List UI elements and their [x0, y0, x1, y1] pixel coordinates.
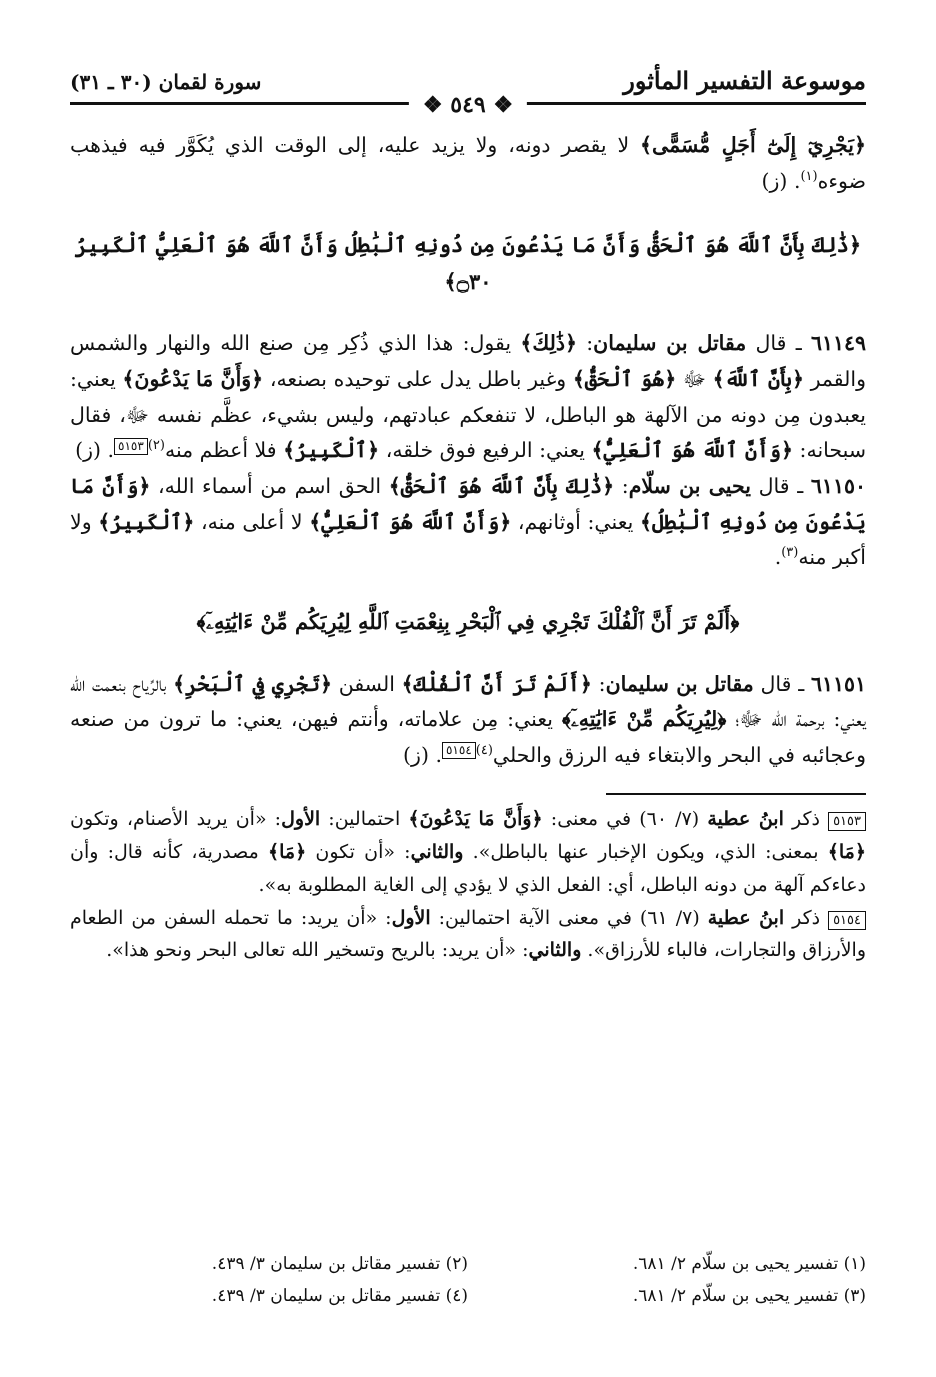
text: : «أن يريد الأصنام، وتكون — [70, 807, 282, 830]
note-5154 — [70, 902, 866, 968]
quran-quote: ﴿لِيُرِيَكُم مِّنْ ءَايَٰتِهِۦٓ﴾ — [561, 707, 727, 732]
opening-paragraph — [70, 128, 866, 199]
quran-quote: ﴿ذَٰلِكَ بِأَنَّ ٱللَّهَ هُوَ ٱلْحَقُّ﴾ — [388, 474, 615, 498]
quran-quote: ﴿ٱلْكَبِيرُ﴾ — [283, 438, 380, 463]
text: ﷻ — [676, 367, 713, 392]
note-reference-box[interactable]: ٥١٥٤ — [442, 742, 476, 759]
scholar-name: ابنُ عطية — [707, 906, 785, 929]
text: يعني: أوثانهم، — [511, 509, 640, 534]
text: يعني: يعبدون مِن دونه من الآلهة هو الباطل، لا تنفعكم عبادتهم، وليس بشيء، عظَّم نفسه ﷻ، فقال سبحانه: — [70, 367, 866, 463]
narration-number: ٦١١٤٩ — [810, 331, 866, 356]
text: لا أعلى منه، — [194, 509, 310, 534]
note-id-box: ٥١٥٤ — [828, 911, 866, 930]
ornament-icon: ❖ — [493, 92, 514, 118]
text: ذكر — [783, 807, 829, 830]
reference-3: (٣) تفسير يحيى بن سلّام ٢/ ٦٨١. — [632, 1286, 866, 1307]
text: احتمالين: — [320, 807, 409, 830]
option-label: الأول — [391, 906, 431, 929]
text: ـ قال — [746, 331, 811, 356]
narrator-name: يحيى بن سلّام — [628, 474, 751, 498]
text: . (ز) — [75, 438, 115, 463]
footnote-marker: (٤) — [475, 742, 493, 758]
text: : — [591, 671, 606, 696]
text: ذكر — [784, 906, 829, 929]
ornament-icon: ❖ — [422, 92, 443, 118]
quran-quote: ﴿بِأَنَّ ٱللَّهَ﴾ — [712, 367, 804, 392]
text: : — [614, 474, 629, 498]
footnote-marker: (٢) — [147, 438, 165, 454]
text: يقول: هذا الذي ذُكِر مِن صنع الله والنهار والشمس والقمر — [70, 331, 866, 392]
quran-quote: ﴿مَا﴾ — [267, 840, 307, 863]
narrator-name: مقاتل بن سليمان — [605, 671, 754, 696]
text: لا يقصر دونه، ولا يزيد عليه، إلى الوقت الذي يُكَوَّر فيه فيذهب ضوءه — [70, 133, 866, 193]
quran-quote: ﴿أَلَمْ تَرَ أَنَّ ٱلْفُلْكَ﴾ — [401, 671, 592, 696]
page-number-text: ٥٤٩ — [450, 92, 486, 118]
text: . — [774, 545, 782, 570]
text: : «أن يريد: ما تحمله السفن من الطعام والأرزاق والتجارات، فالباء للأرزاق». — [70, 906, 866, 962]
reference-1: (١) تفسير يحيى بن سلّام ٢/ ٦٨١. — [632, 1254, 866, 1274]
text: . (ز) — [403, 742, 442, 767]
narration-number: ٦١١٥١ — [810, 671, 867, 696]
main-text — [70, 128, 866, 967]
text: بالرِّياح بنعمت الله يعني: برحمة الله ﷻ؛ — [70, 671, 866, 732]
note-5153 — [70, 803, 866, 902]
quran-quote: ﴿وَأَنَّ مَا يَدْعُونَ﴾ — [122, 367, 264, 392]
text: ـ قال — [750, 474, 811, 498]
text: : «أن تكون — [306, 840, 411, 863]
text: مصدرية، كأنه قال: وأن دعاءكم آلهة من دونه الباطل، أي: الفعل الذي لا يؤدي إلى الغاية المطلوبة به». — [70, 840, 866, 896]
quran-quote: ﴿يَجْرِيٓ إِلَىٰٓ أَجَلٍ مُّسَمًّى﴾ — [640, 133, 866, 157]
text: فلا أعظم منه — [164, 438, 284, 463]
narrator-name: مقاتل بن سليمان — [593, 331, 747, 356]
text: ولا أكبر منه — [70, 509, 866, 570]
quran-quote: ﴿هُوَ ٱلْحَقُّ﴾ — [572, 367, 677, 392]
text: يعني: مِن علاماته، وأنتم فيهن، يعني: ما ترون من صنعه وعجائبه في البحر والابتغاء فيه الرزق والحلي — [70, 707, 866, 767]
text: (٧/ ٦١) في معنى الآية احتمالين: — [430, 906, 708, 929]
footnote-marker: (٣) — [781, 545, 799, 561]
footnote-marker: (١) — [800, 168, 818, 184]
text: : — [577, 331, 594, 356]
text: بمعنى: الذي، ويكون الإخبار عنها بالباطل». — [463, 840, 828, 863]
quran-quote: ﴿وَأَنَّ مَا يَدْعُونَ مِن دُونِهِ ٱلْبَٰطِلُ﴾ — [70, 474, 866, 534]
text: (٧/ ٦٠) في معنى: — [542, 807, 708, 830]
book-title: موسوعة التفسير المأثور — [623, 66, 866, 95]
quran-quote: ﴿وَأَنَّ مَا يَدْعُونَ﴾ — [408, 807, 543, 830]
quran-quote: ﴿وَأَنَّ ٱللَّهَ هُوَ ٱلْعَلِيُّ﴾ — [309, 509, 512, 534]
narration-61150 — [70, 469, 866, 576]
narration-number: ٦١١٥٠ — [810, 474, 866, 498]
option-label: والثاني — [528, 939, 582, 962]
verse-31: ﴿أَلَمْ تَرَ أَنَّ ٱلْفُلْكَ تَجْرِي فِي ٱلْبَحْرِ بِنِعْمَتِ ٱللَّهِ لِيُرِيَكُم مِّنْ ءَايَٰتِهِۦٓ﴾ — [196, 608, 740, 634]
note-reference-box[interactable]: ٥١٥٣ — [114, 438, 148, 455]
quran-quote: ﴿وَأَنَّ ٱللَّهَ هُوَ ٱلْعَلِيُّ﴾ — [591, 438, 794, 463]
surah-label: سورة لقمان (٣٠ ـ ٣١) — [70, 70, 262, 94]
text: وغير باطل يدل على توحيده بصنعه، — [263, 367, 573, 392]
verse-30: ﴿ذَٰلِكَ بِأَنَّ ٱللَّهَ هُوَ ٱلْحَقُّ وَأَنَّ مَا يَدْعُونَ مِن دُونِهِ ٱلْبَٰطِلُ وَأَنَّ ٱللَّهَ هُوَ ٱلْعَلِيُّ ٱلْكَبِيرُ ۝٣٠﴾ — [74, 232, 862, 294]
reference-row — [70, 1248, 866, 1280]
commentary-notes — [70, 803, 866, 967]
text: الحق اسم من أسماء الله، — [150, 474, 389, 498]
quran-quote: ﴿تَجْرِي فِي ٱلْبَحْرِ﴾ — [173, 671, 332, 696]
text: : «أن يريد: بالريح وتسخير الله تعالى البحر ونحو هذا». — [106, 939, 529, 962]
option-label: والثاني — [410, 840, 464, 863]
text: . (ز) — [761, 168, 801, 193]
quran-quote: ﴿مَا﴾ — [827, 840, 866, 863]
text: السفن — [331, 671, 402, 696]
text: يعني: الرفيع فوق خلقه، — [379, 438, 592, 463]
option-label: الأول — [281, 807, 321, 830]
note-id-box: ٥١٥٣ — [828, 812, 866, 831]
narration-61149 — [70, 326, 866, 469]
scholar-name: ابنُ عطية — [707, 807, 784, 830]
narration-61151 — [70, 667, 866, 774]
page-number — [409, 92, 527, 118]
reference-2: (٢) تفسير مقاتل بن سليمان ٣/ ٤٣٩. — [211, 1254, 468, 1274]
running-header — [70, 62, 866, 118]
text: ـ قال — [753, 671, 811, 696]
source-references — [70, 1248, 866, 1313]
quran-quote: ﴿ذَٰلِكَ﴾ — [520, 331, 577, 356]
quran-quote: ﴿ٱلْكَبِيرُ﴾ — [98, 509, 195, 534]
reference-row — [70, 1280, 866, 1312]
reference-4: (٤) تفسير مقاتل بن سليمان ٣/ ٤٣٩. — [211, 1286, 468, 1307]
notes-separator — [606, 793, 866, 795]
